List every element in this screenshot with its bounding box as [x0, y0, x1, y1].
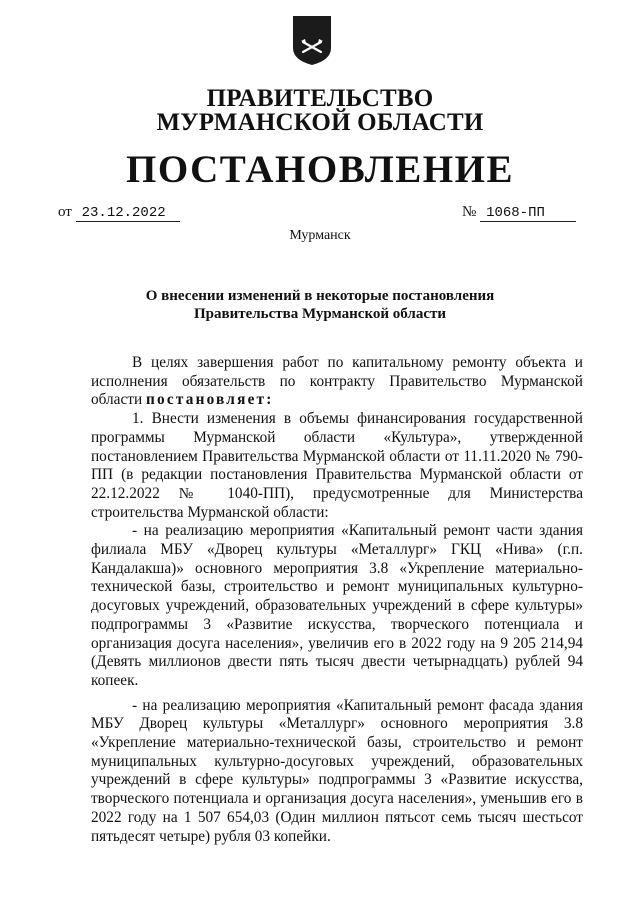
subject-line: Правительства Мурманской области: [193, 306, 447, 322]
resolves-colon: :: [266, 391, 274, 409]
subitem-1-paragraph: - на реализацию мероприятия «Капитальный ремонт части здания филиала МБУ «Дворец культуры «Металлург» ГКЦ «Нива» (г.п. Кандалакша)» основного мероприятия 3.8 «Укрепление материально-технической базы, строительство и ремонт муниципальных культурно-досуговых учреждений, образовательных учреждений в сфере культуры» подпрограммы 3 «Развитие искусства, творческого потенциала и организация досуга населения», увеличив его в 2022 году на 9 205 214,94 (Девять миллионов двести пять тысяч двести четырнадцать) рублей 94 копеек.: [91, 522, 583, 689]
coat-of-arms-icon: [291, 14, 333, 66]
date-prefix: от: [58, 204, 72, 220]
government-title: ПРАВИТЕЛЬСТВО: [206, 85, 434, 112]
city-name: Мурманск: [289, 228, 351, 243]
resolves-word: постановляет: [145, 391, 267, 409]
number-field: [462, 204, 576, 222]
date-value: 23.12.2022: [76, 205, 180, 222]
subitem-2-paragraph: - на реализацию мероприятия «Капитальный ремонт фасада здания МБУ Дворец культуры «Металлург» основного мероприятия 3.8 «Укрепление материально-технической базы, строительство и ремонт муниципальных культурно-досуговых учреждений, образовательных учреждений в сфере культуры» подпрограммы 3 «Развитие искусства, творческого потенциала и организация досуга населения», уменьшив его в 2022 году на 1 507 654,03 (Один миллион пятьсот семь тысяч шестьсот пятьдесят четыре) рубля 03 копейки.: [91, 696, 583, 845]
region-title: МУРМАНСКОЙ ОБЛАСТИ: [156, 109, 484, 136]
date-field: [58, 204, 180, 222]
document-subject: [0, 287, 640, 323]
document-type: ПОСТАНОВЛЕНИЕ: [125, 148, 514, 191]
preamble-text: В целях завершения работ по капитальному ремонту объекта и исполнения обязательств по контракту Правительство Мурманской области: [91, 354, 583, 409]
item-1-paragraph: 1. Внести изменения в объемы финансирования государственной программы Мурманской области «Культура», утвержденной постановлением Правительства Мурманской области от 11.11.2020 № 790-ПП (в редакции постановления Правительства Мурманской области от 22.12.2022 № 1040-ПП), предусмотренные для Министерства строительства Мурманской области:: [91, 410, 583, 521]
number-prefix: №: [462, 204, 477, 220]
number-value: 1068-ПП: [480, 205, 576, 222]
subject-line: О внесении изменений в некоторые постановления: [145, 288, 495, 304]
document-body: [91, 354, 583, 846]
preamble-paragraph: [91, 354, 583, 410]
